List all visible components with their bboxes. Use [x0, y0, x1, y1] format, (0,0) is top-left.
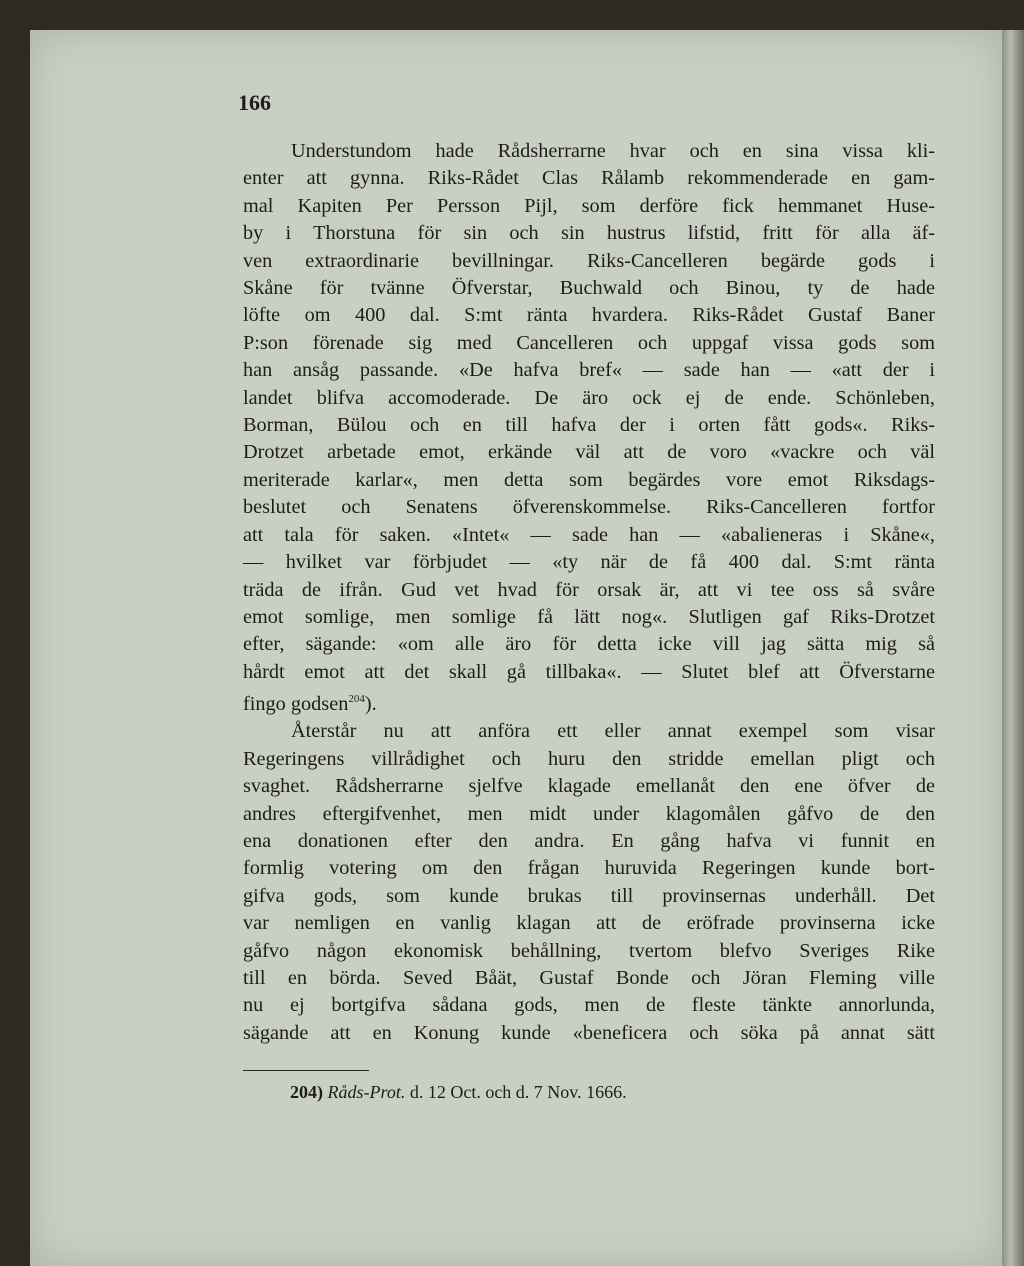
- footnote: [290, 1082, 627, 1103]
- text-line: meriterade karlar«, men detta som begärdes vore emot Riksdags-: [243, 468, 935, 491]
- text-line: mal Kapiten Per Persson Pijl, som derföre fick hemmanet Huse-: [243, 194, 935, 217]
- text-line: emot somlige, men somlige få lätt nog«. Slutligen gaf Riks-Drotzet: [243, 605, 935, 628]
- footnote-source: Råds-Prot.: [327, 1082, 406, 1102]
- text-line-part: fingo godsen: [243, 692, 349, 715]
- text-line: beslutet och Senatens öfverenskommelse. Riks-Cancelleren fortfor: [243, 496, 935, 519]
- text-line: by i Thorstuna för sin och sin hustrus lifstid, fritt för alla äf-: [243, 222, 935, 245]
- text-line: till en börda. Seved Båät, Gustaf Bonde och Jöran Fleming ville: [243, 966, 935, 989]
- text-line: svaghet. Rådsherrarne sjelfve klagade emellanåt den ene öfver de: [243, 775, 935, 798]
- body-text: [243, 138, 935, 1047]
- text-line: — hvilket var förbjudet — «ty när de få 400 dal. S:mt ränta: [243, 551, 935, 574]
- page-number: 166: [238, 90, 271, 115]
- page-edge: [1002, 30, 1024, 1266]
- text-line: löfte om 400 dal. S:mt ränta hvardera. Riks-Rådet Gustaf Baner: [243, 304, 935, 327]
- text-line: gåfvo någon ekonomisk behållning, tvertom blefvo Sveriges Rike: [243, 939, 935, 962]
- text-line: [243, 686, 935, 718]
- text-line: ven extraordinarie bevillningar. Riks-Cancelleren begärde gods i: [243, 249, 935, 272]
- text-line: Regeringens villrådighet och huru den stridde emellan pligt och: [243, 747, 935, 770]
- text-line: Återstår nu att anföra ett eller annat exempel som visar: [291, 720, 935, 743]
- text-line: gifva gods, som kunde brukas till provinsernas underhåll. Det: [243, 884, 935, 907]
- text-line: ena donationen efter den andra. En gång hafva vi funnit en: [243, 829, 935, 852]
- footnote-text: d. 12 Oct. och d. 7 Nov. 1666.: [409, 1082, 627, 1102]
- text-line: formlig votering om den frågan huruvida Regeringen kunde bort-: [243, 857, 935, 880]
- footnote-ref-tail: ).: [364, 692, 377, 715]
- footnote-number: 204): [290, 1082, 323, 1102]
- text-line: efter, sägande: «om alle äro för detta icke vill jag sätta mig så: [243, 633, 935, 656]
- text-line: hårdt emot att det skall gå tillbaka«. — Slutet blef att Öfverstarne: [243, 660, 935, 683]
- text-line: träda de ifrån. Gud vet hvad för orsak är, att vi tee oss så svåre: [243, 578, 935, 601]
- text-line: sägande att en Konung kunde «beneficera och söka på annat sätt: [243, 1021, 935, 1044]
- text-line: Skåne för tvänne Öfverstar, Buchwald och Binou, ty de hade: [243, 277, 935, 300]
- text-line: Understundom hade Rådsherrarne hvar och en sina vissa kli-: [291, 140, 935, 162]
- text-line: nu ej bortgifva sådana gods, men de fleste tänkte annorlunda,: [243, 994, 935, 1017]
- text-line: han ansåg passande. «De hafva bref« — sade han — «att der i: [243, 359, 935, 382]
- text-line: var nemligen en vanlig klagan att de eröfrade provinserna icke: [243, 912, 935, 935]
- text-line: andres eftergifvenhet, men midt under klagomålen gåfvo de den: [243, 802, 935, 825]
- text-line: att tala för saken. «Intet« — sade han — «abalieneras i Skåne«,: [243, 523, 935, 546]
- text-line: enter att gynna. Riks-Rådet Clas Rålamb rekommenderade en gam-: [243, 167, 935, 190]
- footnote-ref: 204: [348, 693, 365, 706]
- text-line: landet blifva accomoderade. De äro ock ej de ende. Schönleben,: [243, 386, 935, 409]
- text-line: Borman, Bülou och en till hafva der i orten fått gods«. Riks-: [243, 414, 935, 437]
- footnote-divider: [243, 1070, 369, 1071]
- text-line: P:son förenade sig med Cancelleren och uppgaf vissa gods som: [243, 331, 935, 354]
- text-line: Drotzet arbetade emot, erkände väl att de voro «vackre och väl: [243, 441, 935, 464]
